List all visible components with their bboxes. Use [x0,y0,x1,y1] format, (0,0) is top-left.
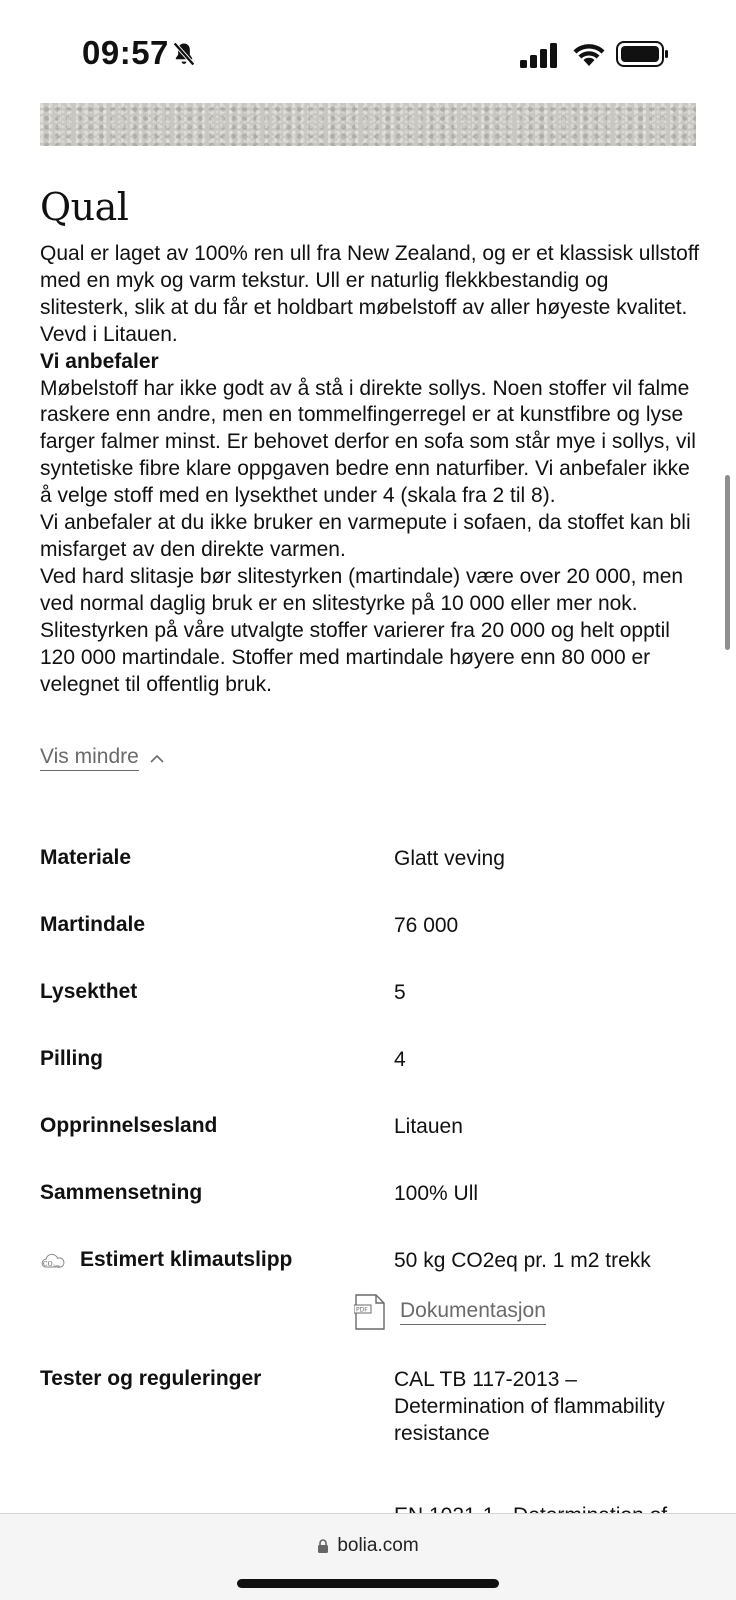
spec-key: Materiale [40,846,132,869]
product-description [40,241,700,698]
status-time: 09:57 [82,34,169,71]
pdf-document-icon [354,1294,386,1330]
description-paragraph: Møbelstoff har ikke godt av å stå i direkte sollys. Noen stoffer vil falme raskere enn andre, men en tommelfingerregel er at kunstfibre og lyse farger falmer minst. Er behovet derfor en sofa som står mye i sollys, vil syntetiske fibre klare oppgaven bedre enn naturfiber. Vi anbefaler ikke å velge stoff med en lysekthet under 4 (skala fra 2 til 8). [40,376,696,508]
wifi-icon [572,40,606,68]
fabric-swatch-image [40,103,696,146]
product-title: Qual [40,185,129,229]
svg-text:PDF: PDF [356,1306,368,1314]
bell-slash-icon [170,40,198,68]
description-paragraph: Vi anbefaler at du ikke bruker en varmepute i sofaen, da stoffet kan bli misfarget av den direkte varmen. [40,511,691,561]
spec-key: Pilling [40,1047,103,1070]
spec-value: Litauen [394,1115,463,1138]
spec-value: 76 000 [394,914,459,937]
spec-value: 5 [394,981,406,1004]
address-bar[interactable] [0,1535,736,1557]
show-less-label: Vis mindre [40,745,139,771]
spec-value: 100% Ull [394,1182,479,1205]
battery-icon [616,40,670,68]
spec-key: Opprinnelsesland [40,1114,218,1137]
cellular-signal-icon [520,42,560,68]
svg-text:CO: CO [43,1261,53,1268]
documentation-label: Dokumentasjon [400,1299,546,1325]
spec-key: Tester og reguleringer [40,1367,262,1390]
home-indicator[interactable] [237,1579,499,1588]
spec-key: Martindale [40,913,146,936]
description-paragraph: Ved hard slitasje bør slitestyrken (martindale) være over 20 000, men ved normal daglig bruk er en slitestyrke på 10 000 eller mer nok. Slitestyrken på våre utvalgte stoffer varierer fra 20 000 og helt opptil 120 000 martindale. Stoffer med martindale høyere enn 80 000 er velegnet til offentlig bruk. [40,564,684,696]
documentation-link[interactable] [354,1294,546,1330]
spec-value: 50 kg CO2eq pr. 1 m2 trekk [394,1249,651,1272]
spec-key: Estimert klimautslipp [80,1248,293,1271]
spec-value: Glatt veving [394,847,505,870]
scrollbar[interactable] [725,475,730,650]
svg-text:2eq: 2eq [53,1264,60,1268]
chevron-up-icon [149,752,165,764]
description-paragraph: Qual er laget av 100% ren ull fra New Zealand, og er et klassisk ullstoff med en myk og varm tekstur. Ull er naturlig flekkbestandig og slitesterk, slik at du får et holdbart møbelstoff av aller høyeste kvalitet. Vevd i Litauen. [40,242,700,346]
description-heading: Vi anbefaler [40,349,159,373]
spec-key: Lysekthet [40,980,138,1003]
url-text: bolia.com [337,1535,419,1556]
co2-cloud-icon [40,1250,66,1272]
status-bar [0,0,736,100]
lock-icon [317,1539,329,1554]
show-less-button[interactable] [40,745,165,771]
spec-key: Sammensetning [40,1181,203,1204]
spec-value: 4 [394,1048,406,1071]
spec-value: CAL TB 117-2013 – Determination of flammability resistance [394,1368,665,1445]
